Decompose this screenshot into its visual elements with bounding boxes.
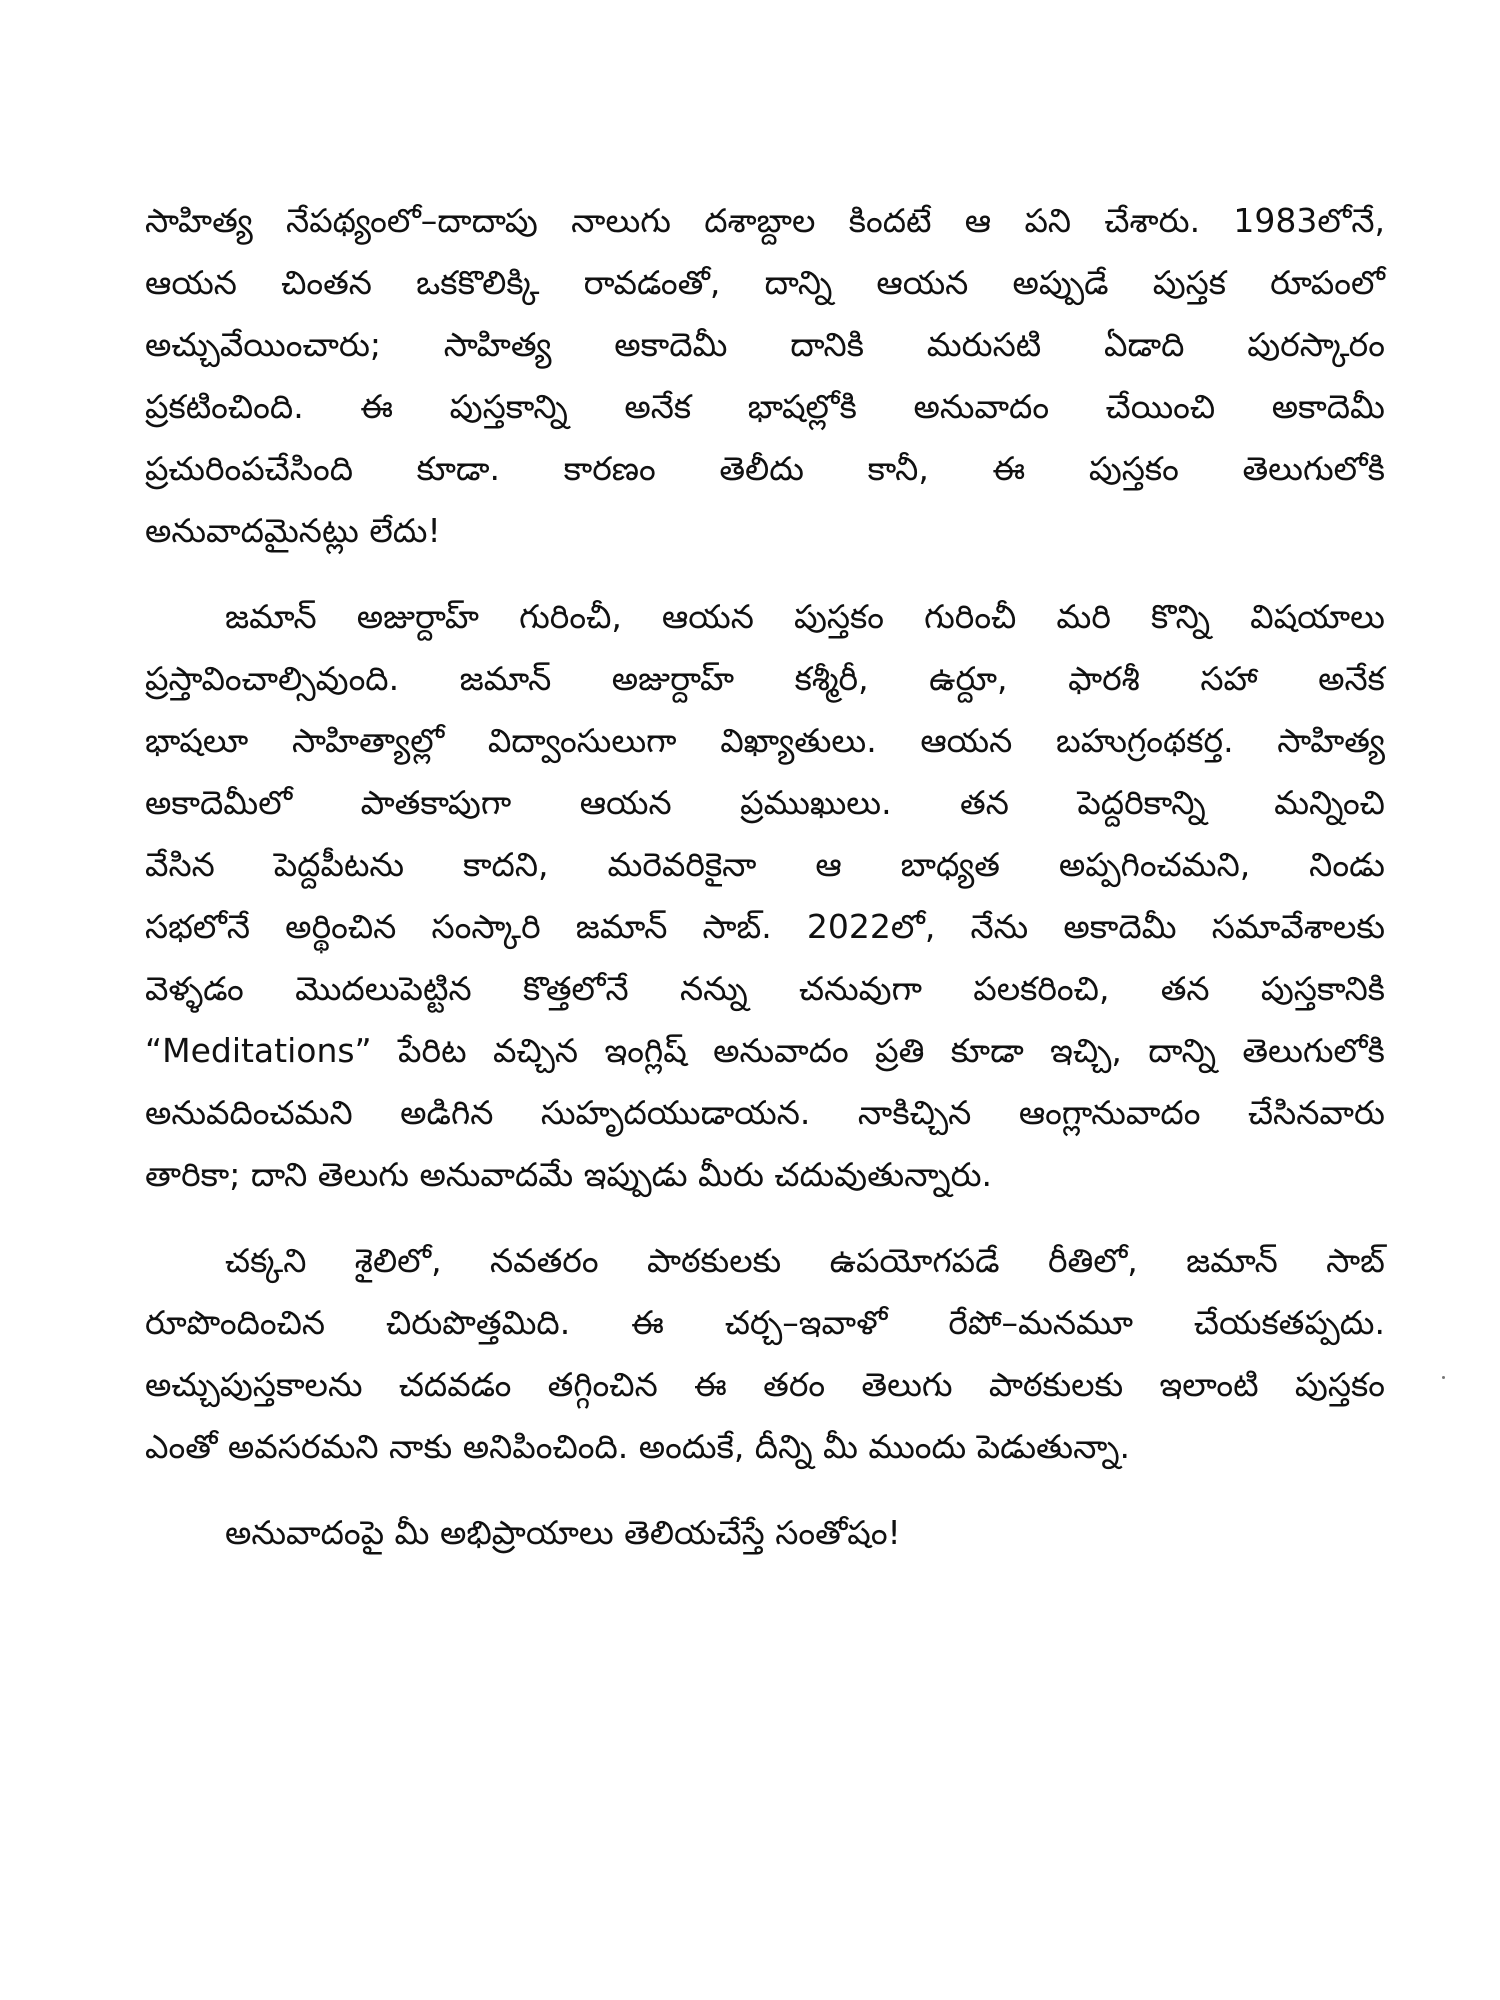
word: చేశారు. — [1104, 201, 1201, 240]
paragraph-line — [145, 958, 1385, 1020]
word: కూడా — [950, 1031, 1024, 1070]
word: ఇలాంటి — [1159, 1365, 1259, 1404]
word: సుహృదయుడాయన. — [540, 1093, 811, 1132]
word: పుస్తకం — [1294, 1365, 1385, 1404]
word: మొదలుపెట్టిన — [295, 969, 472, 1008]
word: చింతన — [281, 263, 372, 302]
word: సాబ్. — [702, 907, 772, 946]
word: పుస్తక — [1152, 263, 1227, 302]
word: అకాదెమీలో — [145, 783, 293, 822]
word: పాఠకులకు — [646, 1241, 782, 1280]
word: అడిగిన — [400, 1093, 494, 1132]
paragraph-line: అనువాదంపై మీ అభిప్రాయాలు తెలియచేస్తే సంతోషం! — [225, 1513, 901, 1552]
word: ప్రముఖులు. — [740, 783, 892, 822]
word: విద్వాంసులుగా — [487, 721, 677, 760]
word: అచ్చుపుస్తకాలను — [145, 1365, 363, 1404]
paragraph-line — [145, 710, 1385, 772]
word: తెలీదు — [719, 449, 804, 488]
word: రేపో–మనమూ — [948, 1303, 1134, 1342]
word: సాబ్ — [1326, 1241, 1385, 1280]
word: నిండు — [1309, 845, 1385, 884]
word: పుస్తకం — [793, 597, 885, 636]
word: మన్నించి — [1274, 783, 1385, 822]
word: అప్పగించమని, — [1058, 845, 1251, 884]
word: ఆంగ్లానువాదం — [1018, 1093, 1201, 1132]
word: వెళ్ళడం — [145, 969, 244, 1008]
word: పురస్కారం — [1247, 325, 1385, 364]
word: ఏడాది — [1104, 325, 1185, 364]
word: సాహిత్య — [145, 201, 253, 240]
word: తన — [960, 783, 1009, 822]
paragraph-line: అనువాదమైనట్లు లేదు! — [145, 511, 441, 550]
word: నేను — [970, 907, 1029, 946]
word: పని — [1024, 201, 1072, 240]
paragraph-line: ఎంతో అవసరమని నాకు అనిపించింది. అందుకే, దీన్ని మీ ముందు పెడుతున్నా. — [145, 1427, 1130, 1466]
word: దాన్ని — [1148, 1031, 1216, 1070]
word: విషయాలు — [1250, 597, 1385, 636]
word: రావడంతో, — [583, 263, 721, 302]
paragraph-line — [145, 586, 1385, 648]
word: చేసినవారు — [1247, 1093, 1385, 1132]
word: దానికి — [790, 325, 864, 364]
word: ప్రకటించింది. — [145, 387, 304, 426]
word: మరెవరికైనా — [607, 845, 757, 884]
word: అచ్చువేయించారు; — [145, 325, 381, 364]
paragraph-line — [145, 648, 1385, 710]
word: బహుగ్రంథకర్త. — [1055, 721, 1234, 760]
word: తన — [1160, 969, 1210, 1008]
word: మరి — [1056, 597, 1111, 636]
word: వేసిన — [145, 845, 215, 884]
word: ఈ — [694, 1365, 727, 1404]
word: గురించీ, — [519, 597, 622, 636]
word: పుస్తకం — [1088, 449, 1179, 488]
word: అకాదెమీ — [1063, 907, 1177, 946]
word: పెద్దపీటను — [273, 845, 405, 884]
word: సభలోనే — [145, 907, 251, 946]
word: దశాబ్దాల — [704, 201, 816, 240]
word: ఆయన — [145, 263, 237, 302]
word: చక్కని — [225, 1241, 307, 1280]
word: చనువుగా — [798, 969, 922, 1008]
word: నవతరం — [489, 1241, 599, 1280]
paragraph-4 — [145, 1502, 1385, 1564]
word: ప్రతి — [875, 1031, 925, 1070]
body-text — [145, 190, 1385, 1588]
paragraph-line — [145, 834, 1385, 896]
word: చర్చ–ఇవాళో — [724, 1303, 888, 1342]
paragraph-line — [145, 1354, 1385, 1416]
word: జమాన్ — [575, 907, 668, 946]
word: కూడా. — [416, 449, 501, 488]
word: సాహిత్య — [1277, 721, 1385, 760]
word: ఈ — [992, 449, 1026, 488]
word: ఉర్దూ, — [929, 659, 1008, 698]
paragraph-line — [145, 314, 1385, 376]
word: అజుర్దాహ్ — [611, 659, 735, 698]
paragraph-line — [145, 772, 1385, 834]
word: తగ్గించిన — [547, 1365, 658, 1404]
word: ఇంగ్లిష్ — [604, 1031, 687, 1070]
word: ఆ — [815, 845, 842, 884]
word: పలకరించి, — [973, 969, 1110, 1008]
word: పాతకాపుగా — [360, 783, 512, 822]
word: చదవడం — [398, 1365, 512, 1404]
word: ఫారశీ — [1068, 659, 1140, 698]
word: పాఠకులకు — [988, 1365, 1124, 1404]
word: అప్పుడే — [1012, 263, 1109, 302]
word: పుస్తకాన్ని — [449, 387, 568, 426]
word: చేయించి — [1105, 387, 1216, 426]
word: కొన్ని — [1150, 597, 1211, 636]
word: ఒకకొలిక్కి — [416, 263, 540, 302]
word: అనేక — [624, 387, 692, 426]
word: తెలుగులోకి — [1242, 1031, 1385, 1070]
word: కొత్తలోనే — [522, 969, 629, 1008]
word: ఆ — [964, 201, 992, 240]
word: జమాన్ — [459, 659, 552, 698]
word: మరుసటి — [926, 325, 1042, 364]
word: 2022లో, — [806, 907, 936, 946]
word: నాకిచ్చిన — [857, 1093, 972, 1132]
word: ఇచ్చి, — [1050, 1031, 1122, 1070]
paragraph-line — [145, 252, 1385, 314]
word: సహా — [1200, 659, 1258, 698]
word: పుస్తకానికి — [1260, 969, 1385, 1008]
word: ఆయన — [579, 783, 672, 822]
paragraph-3 — [145, 1230, 1385, 1478]
word: అనువాదం — [713, 1031, 849, 1070]
word: అకాదెమీ — [1271, 387, 1385, 426]
word: జమాన్ — [1186, 1241, 1278, 1280]
paragraph-1 — [145, 190, 1385, 562]
word: సాహిత్య — [443, 325, 552, 364]
paragraph-line — [145, 1230, 1385, 1292]
word: వచ్చిన — [492, 1031, 579, 1070]
word: ఈ — [360, 387, 394, 426]
word: తెలుగులోకి — [1242, 449, 1385, 488]
word: నేపథ్యంలో–దాదాపు — [286, 201, 538, 240]
word: నాలుగు — [571, 201, 671, 240]
word: సంస్కారి — [431, 907, 541, 946]
word: “Meditations” — [145, 1031, 372, 1070]
word: రూపంలో — [1270, 263, 1385, 302]
paragraph-line — [145, 376, 1385, 438]
paragraph-line — [145, 1292, 1385, 1354]
word: భాషల్లోకి — [747, 387, 857, 426]
word: సాహిత్యాల్లో — [291, 721, 445, 760]
paragraph-line: తారికా; దాని తెలుగు అనువాదమే ఇప్పుడు మీరు చదువుతున్నారు. — [145, 1155, 993, 1194]
word: కశ్మీరీ, — [794, 659, 869, 698]
paragraph-line — [145, 438, 1385, 500]
word: తరం — [763, 1365, 826, 1404]
word: ఉపయోగపడే — [829, 1241, 1000, 1280]
word: భాషలూ — [145, 721, 249, 760]
paragraph-line — [145, 896, 1385, 958]
paragraph-line — [145, 1082, 1385, 1144]
word: జమాన్ — [225, 597, 317, 636]
word: అజుర్దాహ్ — [356, 597, 480, 636]
word: అనేక — [1318, 659, 1385, 698]
paragraph-2 — [145, 586, 1385, 1206]
word: 1983లోనే, — [1233, 201, 1385, 240]
word: ఆయన — [661, 597, 754, 636]
word: కిందటే — [848, 201, 932, 240]
word: దాన్ని — [764, 263, 833, 302]
word: ప్రచురింపచేసింది — [145, 449, 353, 488]
word: తెలుగు — [861, 1365, 953, 1404]
word: చిరుపొత్తమిది. — [385, 1303, 571, 1342]
word: అనువదించమని — [145, 1093, 353, 1132]
word: రూపొందించిన — [145, 1303, 326, 1342]
word: నన్ను — [679, 969, 748, 1008]
word: ఆయన — [876, 263, 969, 302]
word: పెద్దరికాన్ని — [1077, 783, 1206, 822]
word: కాదని, — [462, 845, 549, 884]
paragraph-line — [145, 1020, 1385, 1082]
word: గురించీ — [924, 597, 1017, 636]
word: పేరిట — [398, 1031, 467, 1070]
word: ఆయన — [920, 721, 1013, 760]
word: శైలిలో, — [354, 1241, 442, 1280]
word: కానీ, — [867, 449, 929, 488]
scan-speck — [1442, 1376, 1445, 1379]
word: బాధ్యత — [900, 845, 1000, 884]
word: విఖ్యాతులు. — [720, 721, 877, 760]
word: సమావేశాలకు — [1211, 907, 1385, 946]
paragraph-line — [145, 190, 1385, 252]
word: ప్రస్తావించాల్సివుంది. — [145, 659, 400, 698]
word: అర్థించిన — [285, 907, 397, 946]
word: రీతిలో, — [1047, 1241, 1138, 1280]
word: ఈ — [631, 1303, 664, 1342]
word: చేయకతప్పదు. — [1193, 1303, 1385, 1342]
word: అనువాదం — [913, 387, 1050, 426]
word: కారణం — [563, 449, 656, 488]
word: అకాదెమీ — [614, 325, 728, 364]
